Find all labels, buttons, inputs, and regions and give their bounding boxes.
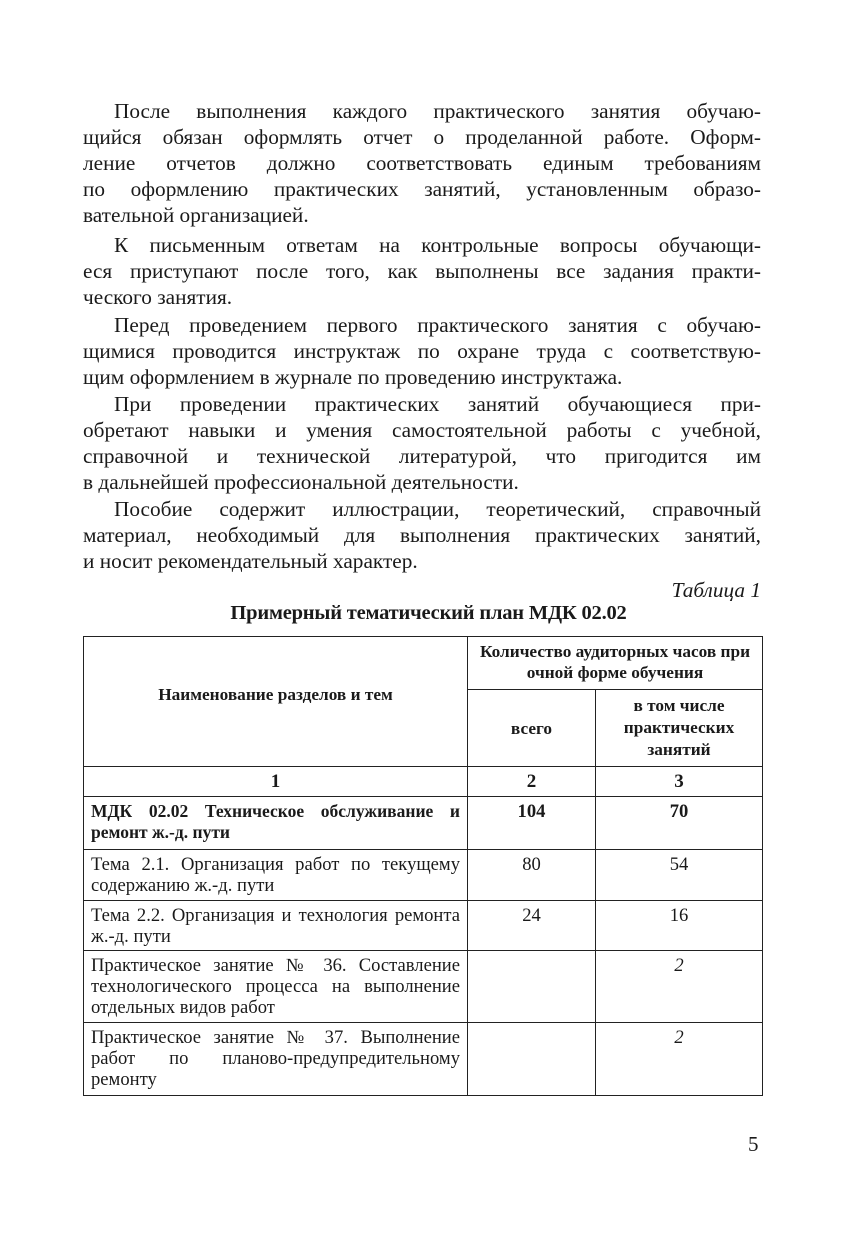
row-name-cell — [84, 901, 468, 951]
column-number-row — [84, 767, 763, 797]
column-number: 2 — [468, 767, 596, 797]
table-row — [84, 951, 763, 1023]
row-total: 104 — [468, 797, 596, 850]
row-practical: 2 — [596, 1023, 763, 1096]
table-row — [84, 850, 763, 901]
text-line: ление отчетов должно соответствовать единым требованиям — [83, 151, 761, 175]
row-name-cell — [84, 1023, 468, 1096]
row-total: 24 — [468, 901, 596, 951]
table-title: Примерный тематический план МДК 02.02 — [230, 602, 627, 624]
table-row — [84, 797, 763, 850]
text-line: Пособие содержит иллюстрации, теоретический, справочный — [114, 497, 761, 521]
header-practical: в том числе практических занятий — [596, 690, 763, 767]
table-row — [84, 1023, 763, 1096]
column-number: 1 — [84, 767, 468, 797]
text-line: по оформлению практических занятий, установленным образо- — [83, 177, 761, 201]
row-name-cell — [84, 850, 468, 901]
text-line: еся приступают после того, как выполнены все задания практи- — [83, 259, 761, 283]
text-line: щийся обязан оформлять отчет о проделанной работе. Оформ- — [83, 125, 761, 149]
row-name: Тема 2.2. Организация и технология ремонта ж.-д. пути — [91, 905, 460, 947]
row-name: Практическое занятие № 36. Составление технологического процесса на выполнение отдельных видов работ — [91, 955, 460, 1018]
header-total: всего — [468, 690, 596, 767]
table-row — [84, 901, 763, 951]
header-row — [84, 637, 763, 690]
row-practical: 54 — [596, 850, 763, 901]
row-total — [468, 951, 596, 1023]
row-practical: 70 — [596, 797, 763, 850]
column-number: 3 — [596, 767, 763, 797]
text-line: щимися проводится инструктаж по охране труда с соответствую- — [83, 339, 761, 363]
text-line: вательной организацией. — [83, 203, 309, 227]
text-line: Перед проведением первого практического занятия с обучаю- — [114, 313, 761, 337]
table-caption: Таблица 1 — [671, 578, 761, 602]
row-name: МДК 02.02 Техническое обслуживание и ремонт ж.-д. пути — [91, 801, 460, 842]
text-line: и носит рекомендательный характер. — [83, 549, 418, 573]
text-line: материал, необходимый для выполнения практических занятий, — [83, 523, 761, 547]
text-line: После выполнения каждого практического занятия обучаю- — [114, 99, 761, 123]
row-name: Практическое занятие № 37. Выполнение работ по планово-предупредительному ремонту — [91, 1027, 460, 1090]
row-total: 80 — [468, 850, 596, 901]
text-line: обретают навыки и умения самостоятельной работы с учебной, — [83, 418, 761, 442]
row-total — [468, 1023, 596, 1096]
row-name: Тема 2.1. Организация работ по текущему содержанию ж.-д. пути — [91, 854, 460, 896]
page-number: 5 — [748, 1132, 759, 1156]
row-name-cell — [84, 951, 468, 1023]
text-line: в дальнейшей профессиональной деятельности. — [83, 470, 519, 494]
paragraph-5 — [83, 496, 761, 574]
row-practical: 16 — [596, 901, 763, 951]
text-line: При проведении практических занятий обучающиеся при- — [114, 392, 761, 416]
thematic-plan-table — [83, 636, 763, 1096]
paragraph-2 — [83, 232, 761, 310]
header-hours-group: Количество аудиторных часов при очной форме обучения — [468, 637, 763, 690]
text-line: справочной и технической литературой, что пригодится им — [83, 444, 761, 468]
paragraph-3 — [83, 312, 761, 390]
header-name: Наименование разделов и тем — [84, 637, 468, 767]
text-line: К письменным ответам на контрольные вопросы обучающи- — [114, 233, 761, 257]
paragraph-1 — [83, 98, 761, 228]
text-line: ческого занятия. — [83, 285, 233, 309]
row-name-cell — [84, 797, 468, 850]
paragraph-4 — [83, 391, 761, 495]
row-practical: 2 — [596, 951, 763, 1023]
text-line: щим оформлением в журнале по проведению инструктажа. — [83, 365, 623, 389]
